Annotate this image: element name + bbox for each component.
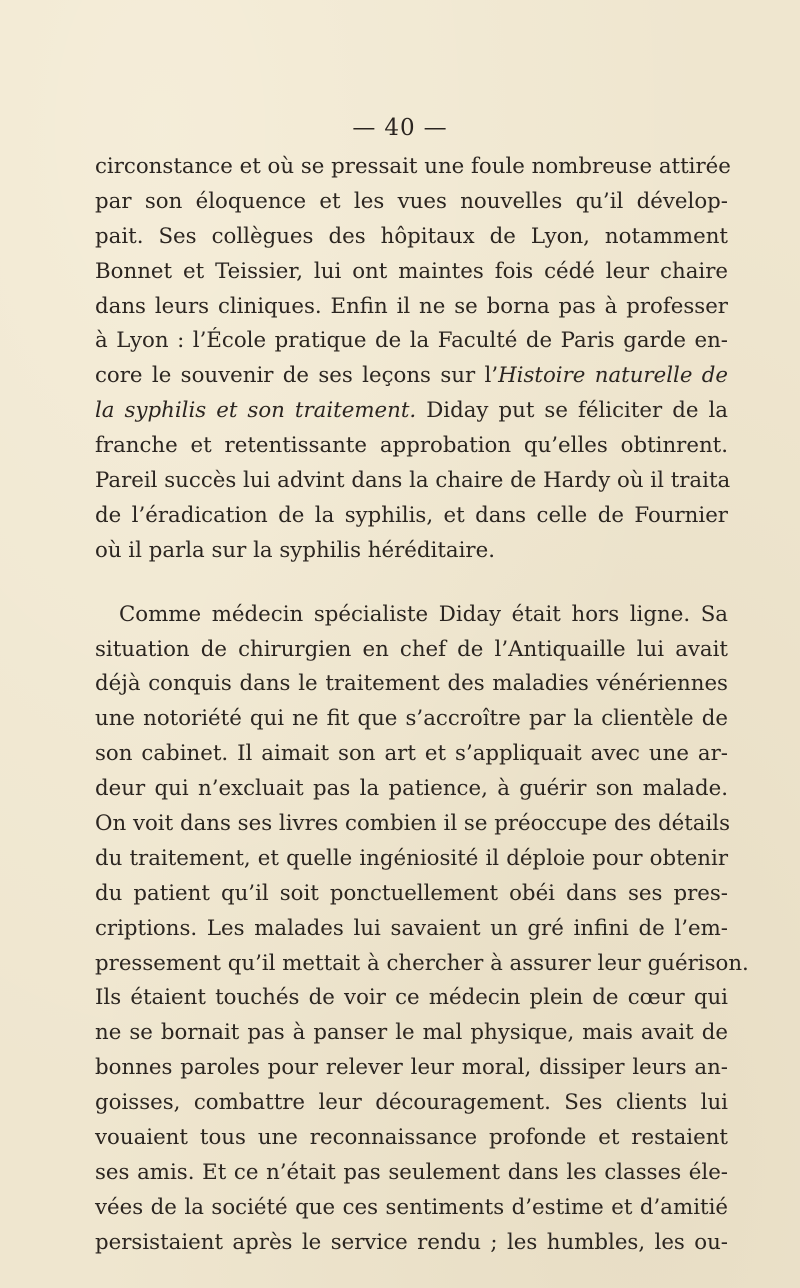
text-line	[95, 394, 728, 429]
text-line: goisses, combattre leur découragement. Ses clients lui	[95, 1090, 728, 1116]
book-title-italic: la syphilis et son traitement.	[95, 398, 417, 424]
text-line	[95, 359, 728, 394]
text-line: vouaient tous une reconnaissance profonde et restaient	[95, 1125, 728, 1151]
text-line: persistaient après le service rendu ; les humbles, les ou-	[95, 1229, 728, 1255]
text-line: où il parla sur la syphilis héréditaire.	[95, 537, 495, 563]
text-line: dans leurs cliniques. Enfin il ne se borna pas à professer	[95, 293, 728, 319]
text-line: Ils étaient touchés de voir ce médecin plein de cœur qui	[95, 985, 728, 1011]
book-title-italic: Histoire naturelle de	[498, 363, 729, 389]
paragraph-2	[95, 598, 749, 1261]
text-line: son cabinet. Il aimait son art et s’appliquait avec une ar-	[95, 741, 728, 767]
page-number-dash-right: —	[423, 115, 448, 141]
text-line: ses amis. Et ce n’était pas seulement dans les classes éle-	[95, 1159, 728, 1185]
text-line: déjà conquis dans le traitement des maladies vénériennes	[95, 671, 728, 697]
text-line: une notoriété qui ne fit que s’accroître par la clientèle de	[95, 706, 728, 732]
text-run: core le souvenir de ses leçons sur l’	[95, 363, 499, 389]
page-number-dash-left: —	[352, 115, 377, 141]
text-line: de l’éradication de la syphilis, et dans celle de Fournier	[95, 502, 728, 528]
page-number-value: 40	[384, 115, 416, 141]
text-line: par son éloquence et les vues nouvelles qu’il dévelop-	[95, 188, 728, 214]
text-line: deur qui n’excluait pas la patience, à guérir son malade.	[95, 776, 728, 802]
text-line: franche et retentissante approbation qu’elles obtinrent.	[95, 433, 728, 459]
text-line: bonnes paroles pour relever leur moral, dissiper leurs an-	[95, 1055, 728, 1081]
paragraph-gap	[95, 569, 728, 598]
text-line: à Lyon : l’École pratique de la Faculté de Paris garde en-	[95, 328, 728, 354]
text-line: pait. Ses collègues des hôpitaux de Lyon, notamment	[95, 223, 728, 249]
text-line: ne se bornait pas à panser le mal physique, mais avait de	[95, 1020, 728, 1046]
text-line: du traitement, et quelle ingéniosité il déploie pour obtenir	[95, 845, 728, 871]
text-line: Pareil succès lui advint dans la chaire de Hardy où il traita	[95, 468, 731, 494]
text-line: vées de la société que ces sentiments d’estime et d’amitié	[95, 1194, 728, 1220]
paragraph-1	[95, 150, 731, 569]
text-line: Bonnet et Teissier, lui ont maintes fois cédé leur chaire	[95, 258, 728, 284]
text-line: pressement qu’il mettait à chercher à assurer leur guérison.	[95, 950, 749, 976]
text-run: Diday put se féliciter de la	[416, 398, 728, 424]
text-line: Comme médecin spécialiste Diday était hors ligne. Sa	[119, 601, 728, 627]
text-line: On voit dans ses livres combien il se préoccupe des détails	[95, 811, 731, 837]
text-line: du patient qu’il soit ponctuellement obéi dans ses pres-	[95, 880, 728, 906]
text-line: criptions. Les malades lui savaient un gré infini de l’em-	[95, 915, 728, 941]
text-line: situation de chirurgien en chef de l’Antiquaille lui avait	[95, 636, 728, 662]
body-text	[95, 150, 749, 1261]
text-line: circonstance et où se pressait une foule nombreuse attirée	[95, 154, 731, 179]
page-number	[0, 115, 800, 141]
